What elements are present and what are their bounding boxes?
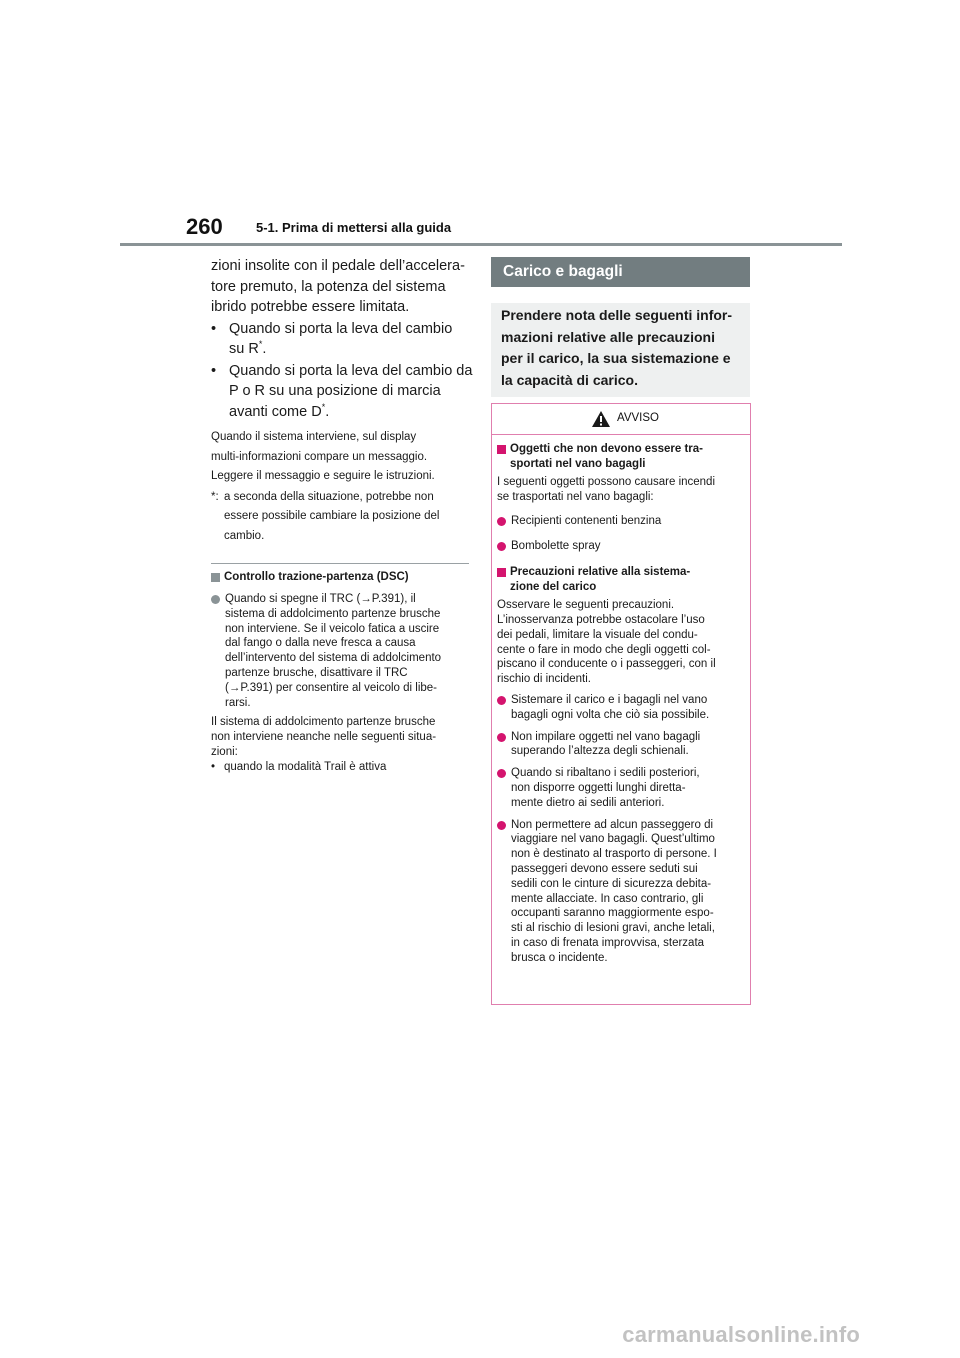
warning-box bbox=[491, 403, 751, 1005]
page-number: 260 bbox=[186, 214, 223, 239]
square-marker-icon bbox=[211, 573, 220, 582]
footnote: *: a seconda della situazione, potrebbe non essere possibile cambiare la posizione del cambio. bbox=[211, 490, 440, 542]
warning-text: I seguenti oggetti possono causare incendi se trasportati nel vano bagagli: bbox=[497, 476, 716, 503]
square-marker-icon bbox=[497, 445, 506, 454]
circle-bullet-icon bbox=[497, 696, 506, 705]
list-item: Recipienti contenenti benzina bbox=[497, 514, 744, 529]
circle-bullet-icon bbox=[497, 517, 506, 526]
subsection-heading: Controllo trazione-partenza (DSC) bbox=[211, 570, 469, 585]
list-item: Non permettere ad alcun passeggero di viaggiare nel vano bagagli. Quest’ultimo non è destinato al trasporto di persone. I passeggeri devono essere seduti sui sedili con le cinture di sicurezza debita- mente allacciate. In caso contrario, gli occupanti saranno maggiormente espo- sti al rischio di lesioni gravi, anche letali, in caso di frenata improvvisa, sterzata brusca o incidente. bbox=[497, 818, 744, 966]
list-item: • quando la modalità Trail è attiva bbox=[211, 760, 387, 773]
note-paragraph: Il sistema di addolcimento partenze brusche non interviene neanche nelle seguenti situa- zioni: bbox=[211, 716, 437, 758]
list-item: Sistemare il carico e i bagagli nel vano bagagli ogni volta che ciò sia possibile. bbox=[497, 693, 744, 723]
display-paragraph: Quando il sistema interviene, sul display multi-informazioni compare un messaggio. Leggere il messaggio e seguire le istruzioni. bbox=[211, 431, 435, 482]
header-rule bbox=[120, 243, 842, 246]
warning-text: Osservare le seguenti precauzioni. L’inosservanza potrebbe ostacolare l’uso dei pedali, limitare la visuale del condu- cente o fare in modo che degli oggetti col- piscano il conducente o i passeggeri, con il rischio di incidenti. bbox=[497, 599, 716, 686]
list-item: Non impilare oggetti nel vano bagagli superando l’altezza degli schienali. bbox=[497, 730, 744, 760]
list-item: Quando si ribaltano i sedili posteriori, non disporre oggetti lunghi diretta- mente dietro ai sedili anteriori. bbox=[497, 766, 744, 810]
warning-header bbox=[492, 404, 750, 435]
intro-box bbox=[491, 303, 750, 397]
square-marker-icon bbox=[497, 568, 506, 577]
left-column bbox=[211, 256, 473, 775]
intro-paragraph: zioni insolite con il pedale dell’accelera- tore premuto, la potenza del sistema ibrido potrebbe essere limitata. bbox=[211, 258, 465, 315]
warning-title: AVVISO bbox=[617, 412, 659, 424]
circle-bullet-icon bbox=[497, 769, 506, 778]
circle-bullet-icon bbox=[497, 733, 506, 742]
warning-subheading: Oggetti che non devono essere tra- sportati nel vano bagagli bbox=[497, 442, 744, 472]
warning-triangle-icon bbox=[591, 410, 611, 428]
circle-bullet-icon bbox=[497, 821, 506, 830]
list-item: • Quando si porta la leva del cambio da P o R su una posizione di marcia avanti come D*. bbox=[211, 362, 473, 420]
section-divider bbox=[211, 563, 469, 564]
intro-text: Prendere nota delle seguenti infor- mazioni relative alle precauzioni per il carico, la sua sistemazione e la capacità di carico. bbox=[501, 307, 733, 388]
footer-watermark: carmanualsonline.info bbox=[622, 1322, 860, 1347]
list-item: Quando si spegne il TRC (→P.391), il sistema di addolcimento partenze brusche non interviene. Se il veicolo fatica a uscire dal fango o dalla neve fresca a causa dell’intervento del sistema di addolcimento partenze brusche, disattivare il TRC (→P.391) per consentire al veicolo di libe- rarsi. bbox=[211, 592, 469, 710]
circle-bullet-icon bbox=[211, 595, 220, 604]
section-banner: Carico e bagagli bbox=[491, 257, 750, 287]
list-item: Bombolette spray bbox=[497, 539, 744, 554]
list-item: • Quando si porta la leva del cambio su R*. bbox=[211, 320, 453, 357]
warning-subheading: Precauzioni relative alla sistema- zione del carico bbox=[497, 565, 744, 595]
warning-body bbox=[492, 435, 750, 966]
section-title: 5-1. Prima di mettersi alla guida bbox=[256, 220, 452, 235]
circle-bullet-icon bbox=[497, 542, 506, 551]
